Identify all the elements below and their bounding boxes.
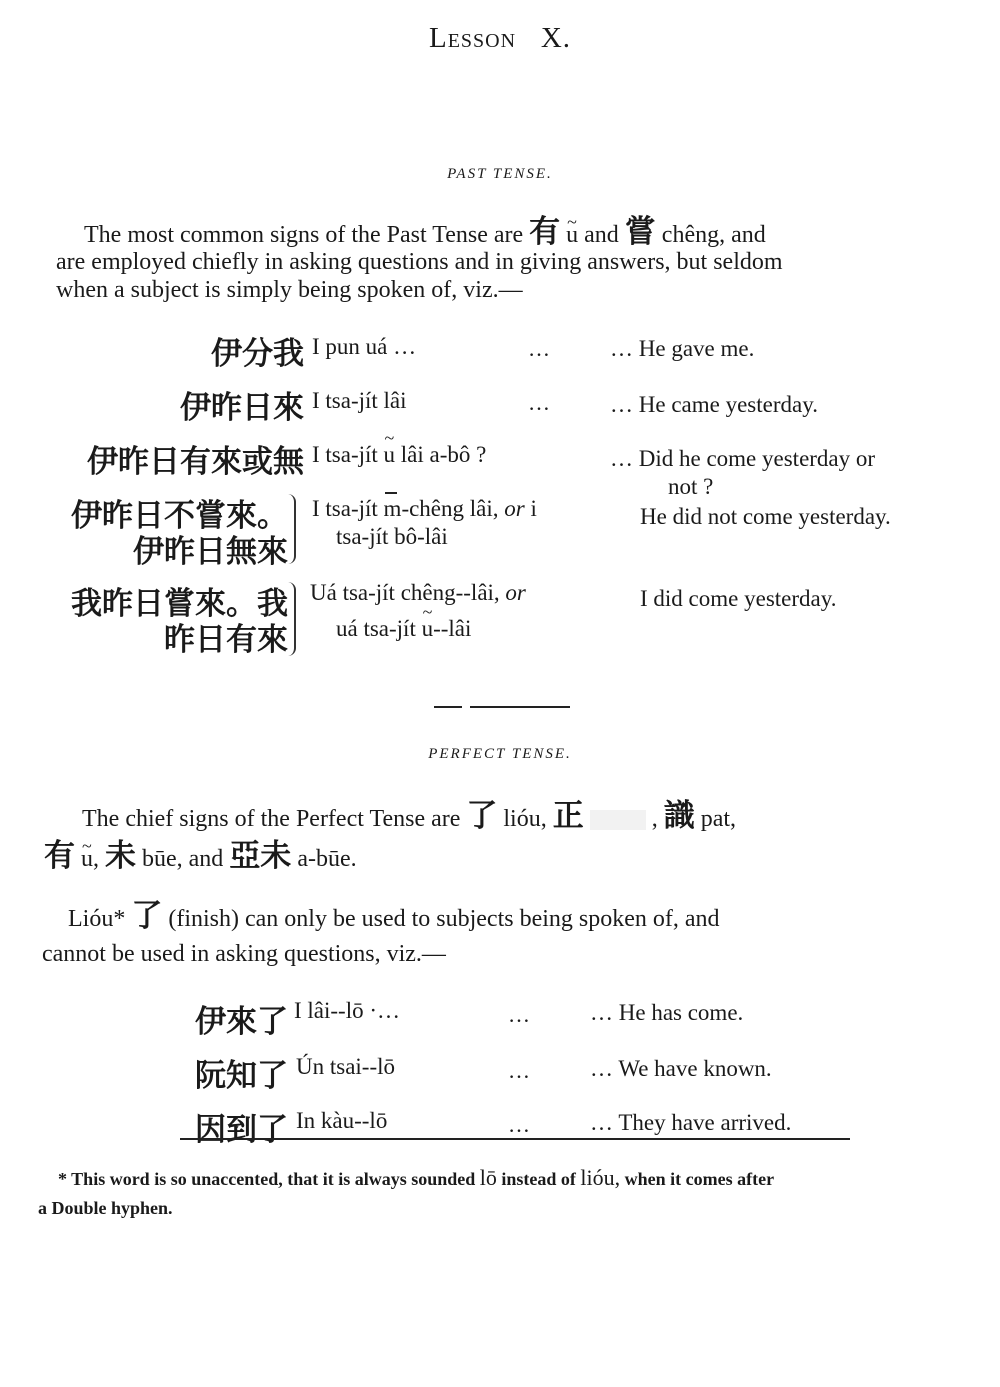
divider-long bbox=[470, 706, 570, 708]
example-translation: … Did he come yesterday or bbox=[610, 446, 876, 471]
footnote-line1 bbox=[58, 1164, 774, 1193]
example-translation: He did not come yesterday. bbox=[640, 504, 891, 529]
divider-short bbox=[434, 706, 462, 708]
faded-romanization bbox=[590, 810, 646, 830]
footnote-text: when it comes after bbox=[624, 1169, 775, 1189]
past-intro-text1: The most common signs of the Past Tense are bbox=[84, 222, 524, 248]
rom-part: I tsa-jít bbox=[312, 442, 378, 467]
example-translation: … We have known. bbox=[590, 1056, 772, 1081]
romanized-u: ~ u, bbox=[81, 846, 99, 872]
romanized-u: ~ u bbox=[384, 442, 396, 467]
cjk-a-wei: 亞未 bbox=[229, 838, 292, 874]
example-translation-cont: not ? bbox=[668, 474, 714, 499]
example-cjk: 伊來了 bbox=[195, 1004, 288, 1040]
or-word: or bbox=[504, 496, 525, 521]
rom-part: uá tsa-jít bbox=[336, 616, 416, 641]
example-translation: … He has come. bbox=[590, 1000, 744, 1025]
past-intro-and: and bbox=[584, 222, 619, 248]
rom-part: I tsa-jít bbox=[312, 496, 378, 521]
example-cjk: 因到了 bbox=[195, 1112, 288, 1148]
perfect-intro-line1 bbox=[82, 798, 737, 834]
cjk-liou: 了 bbox=[466, 798, 498, 834]
example-cjk: 伊昨日來 bbox=[180, 390, 304, 426]
example-cjk: 伊昨日有來或無 bbox=[87, 444, 304, 480]
example-cjk: 我昨日嘗來。我 bbox=[71, 586, 288, 622]
perfect-tense-heading: PERFECT TENSE. bbox=[428, 746, 572, 762]
or-word: or bbox=[505, 580, 526, 605]
example-romanization-cont bbox=[336, 616, 471, 642]
romanized-liou: lióu, bbox=[503, 806, 547, 832]
past-intro-line3: when a subject is simply being spoken of, viz.— bbox=[56, 277, 523, 303]
footnote-text: instead of bbox=[501, 1169, 576, 1189]
liou-line2: cannot be used in asking questions, viz.— bbox=[42, 941, 446, 967]
rom-part: i bbox=[530, 496, 537, 521]
example-romanization bbox=[312, 442, 486, 468]
example-romanization bbox=[312, 496, 537, 522]
rom-part: --lâi bbox=[433, 616, 472, 641]
footnote-text: * This word is so unaccented, that it is always sounded bbox=[58, 1169, 476, 1189]
example-dots: … bbox=[528, 336, 550, 361]
romanized-a-bue: a-būe. bbox=[297, 846, 357, 872]
liou-line1 bbox=[68, 898, 720, 934]
past-intro-line1 bbox=[84, 214, 766, 250]
footnote-lo: lō bbox=[479, 1165, 497, 1190]
title-lesson: Lesson bbox=[428, 22, 517, 54]
rom-part: Uá tsa-jít chêng--lâi, bbox=[310, 580, 500, 605]
romanized-bue: būe, and bbox=[142, 846, 224, 872]
brace bbox=[288, 582, 296, 656]
romanized-pat: pat, bbox=[700, 806, 737, 832]
example-cjk: 伊昨日無來 bbox=[133, 534, 288, 570]
example-romanization: I pun uá … bbox=[312, 334, 417, 359]
example-cjk: 伊昨日不嘗來。 bbox=[71, 498, 288, 534]
cjk-you: 有 bbox=[44, 838, 75, 874]
liou-word: Lióu* bbox=[68, 906, 126, 932]
example-dots: … bbox=[528, 390, 550, 415]
example-translation: … He came yesterday. bbox=[610, 392, 818, 417]
rom-part: lâi a-bô ? bbox=[400, 442, 487, 467]
brace bbox=[288, 494, 296, 564]
past-tense-heading: PAST TENSE. bbox=[447, 166, 553, 182]
example-romanization: I lâi--lō ·… bbox=[294, 998, 401, 1023]
liou-text: (finish) can only be used to subjects being spoken of, and bbox=[168, 906, 720, 932]
past-intro-line2: are employed chiefly in asking questions and in giving answers, but seldom bbox=[56, 249, 783, 275]
cjk-shi: 識 bbox=[663, 798, 695, 834]
romanized-m: m bbox=[383, 496, 402, 521]
example-underline bbox=[180, 1138, 850, 1140]
cjk-zheng: 正 bbox=[552, 798, 584, 834]
example-translation: I did come yesterday. bbox=[640, 586, 837, 611]
cjk-liou: 了 bbox=[131, 898, 163, 934]
example-romanization: Ún tsai--lō bbox=[296, 1054, 396, 1079]
rom-part: -chêng lâi, bbox=[401, 496, 499, 521]
cjk-cheng: 嘗 bbox=[624, 214, 656, 250]
example-romanization: I tsa-jít lâi bbox=[312, 388, 407, 413]
example-dots: … bbox=[508, 1112, 530, 1137]
example-cjk: 阮知了 bbox=[195, 1058, 288, 1094]
footnote-line2: a Double hyphen. bbox=[38, 1198, 173, 1218]
example-romanization-cont: tsa-jít bô-lâi bbox=[336, 524, 448, 549]
page-title bbox=[0, 22, 1000, 55]
title-number: X. bbox=[540, 22, 572, 54]
example-cjk: 昨日有來 bbox=[164, 622, 288, 658]
example-translation: … They have arrived. bbox=[590, 1110, 792, 1135]
example-dots: … bbox=[508, 1058, 530, 1083]
cjk-you: 有 bbox=[529, 214, 561, 250]
cjk-wei: 未 bbox=[105, 838, 136, 874]
comma: , bbox=[651, 806, 658, 832]
example-romanization bbox=[310, 580, 526, 606]
perfect-intro-text1: The chief signs of the Perfect Tense are bbox=[82, 806, 461, 832]
example-dots: … bbox=[508, 1002, 530, 1027]
example-cjk: 伊分我 bbox=[211, 336, 304, 372]
romanized-u: ~ u bbox=[566, 222, 578, 248]
romanized-u: ~ u bbox=[422, 616, 434, 641]
perfect-intro-line2 bbox=[44, 838, 357, 874]
footnote-liou: lióu, bbox=[580, 1165, 621, 1190]
example-romanization: In kàu--lō bbox=[296, 1108, 388, 1133]
example-translation: … He gave me. bbox=[610, 336, 755, 361]
romanized-cheng: chêng, and bbox=[661, 222, 766, 248]
